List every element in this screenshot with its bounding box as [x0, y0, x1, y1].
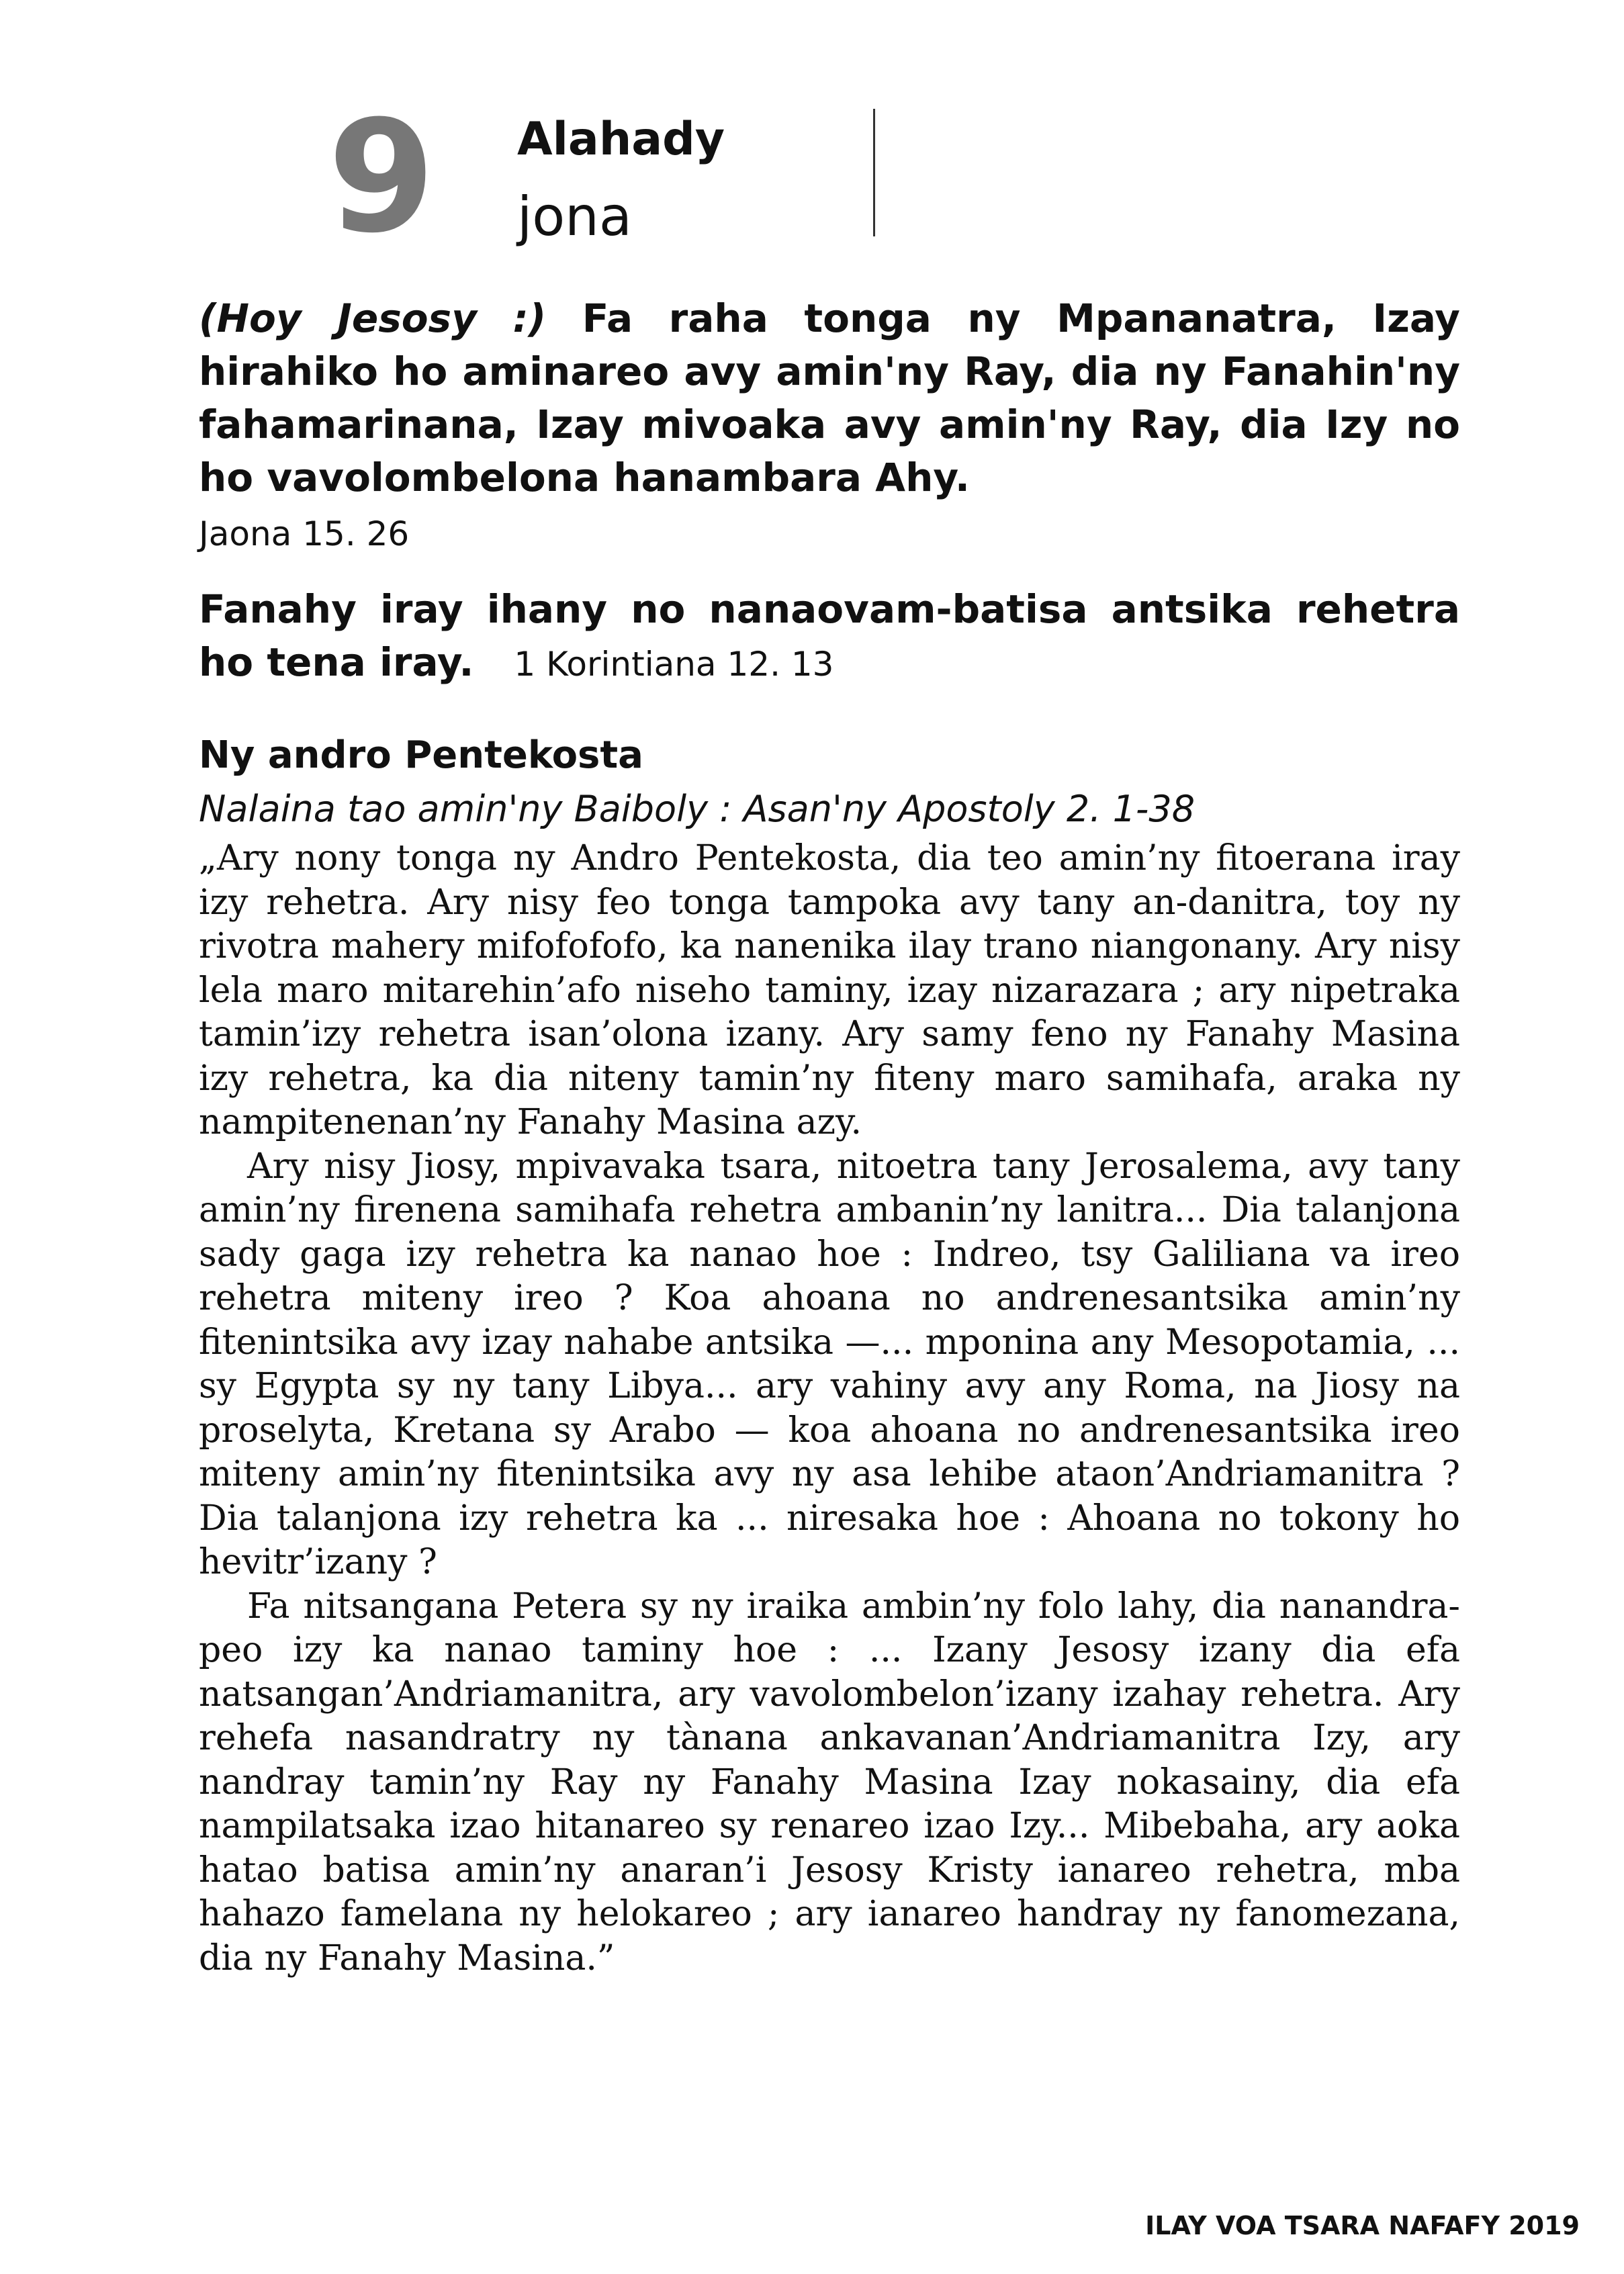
day-number: 9 [328, 88, 436, 267]
verse-speaker: (Hoy Jesosy :) [199, 295, 547, 341]
reading-paragraph: „Ary nony tonga ny Andro Pentekosta, dia teo amin’ny fitoerana iray izy rehetra. Ary nisy feo tonga tampoka avy tany an-danitra, toy ny rivotra mahery mifofofofo, ka nanenika ilay trano niangonany. Ary nisy lela maro mitarehin’afo niseho taminy, izay nizarazara ; ary nipetraka tamin’izy rehetra isan’olona izany. Ary samy feno ny Fanahy Masina izy rehetra, ka dia niteny tamin’ny fiteny maro samihafa, araka ny nampitenenan’ny Fanahy Masina azy. [199, 838, 1460, 1142]
reading-title: Ny andro Pentekosta [199, 733, 643, 777]
reading-paragraph: Ary nisy Jiosy, mpivavaka tsara, nitoetra tany Jerosalema, avy tany amin’ny firenena samihafa rehetra ambanin’ny lanitra... Dia talanjona sady gaga izy rehetra ka nanao hoe : Indreo, tsy Galiliana va ireo rehetra miteny ireo ? Koa ahoana no andrenesantsika amin’ny fitenintsika avy izay nahabe antsika —... mponina any Mesopotamia, ... sy Egypta sy ny tany Libya... ary vahiny avy any Roma, na Jiosy na proselyta, Kretana sy Arabo — koa ahoana no andrenesantsika ireo miteny amin’ny fitenintsika avy ny asa lehibe ataon’Andriamanitra ? Dia talanjona izy rehetra ka ... niresaka hoe : Ahoana no tokony ho hevitr’izany ? [199, 1146, 1460, 1582]
teaching-verse-reference: 1 Korintiana 12. 13 [514, 645, 834, 684]
header-divider [873, 109, 875, 236]
footer-publication: ILAY VOA TSARA NAFAFY 2019 [1145, 2211, 1580, 2240]
reading-source: Nalaina tao amin'ny Baiboly : Asan'ny Apostoly 2. 1-38 [199, 788, 1196, 830]
month-label: jona [517, 185, 632, 248]
weekday-label: Alahady [517, 113, 725, 166]
teaching-verse-text: Fanahy iray ihany no nanaovam-batisa antsika rehetra ho tena iray. [199, 586, 1460, 685]
reading-paragraph: Fa nitsangana Petera sy ny iraika ambin’ny folo lahy, dia nanandra-peo izy ka nanao taminy hoe : ... Izany Jesosy izany dia efa natsangan’Andriamanitra, ary vavolombelon’izany izahay rehetra. Ary rehefa nasandratry ny tànana ankavanan’Andriamanitra Izy, ary nandray tamin’ny Ray ny Fanahy Masina Izay nokasainy, dia efa nampilatsaka izao hitanareo sy renareo izao Izy... Mibebaha, ary aoka hatao batisa amin’ny anaran’i Jesosy Kristy ianareo rehetra, mba hahazo famelana ny helokareo ; ary ianareo handray ny fanomezana, dia ny Fanahy Masina.” [199, 1586, 1460, 1979]
teaching-verse [199, 583, 1460, 689]
daily-verse [199, 292, 1460, 504]
reading-body [199, 837, 1460, 1981]
daily-verse-reference: Jaona 15. 26 [199, 514, 410, 553]
daily-verse-text: Fa raha tonga ny Mpananatra, Izay hirahiko ho aminareo avy amin'ny Ray, dia ny Fanahin'ny fahamarinana, Izay mivoaka avy amin'ny Ray, dia Izy no ho vavolombelona hanambara Ahy. [199, 295, 1460, 500]
